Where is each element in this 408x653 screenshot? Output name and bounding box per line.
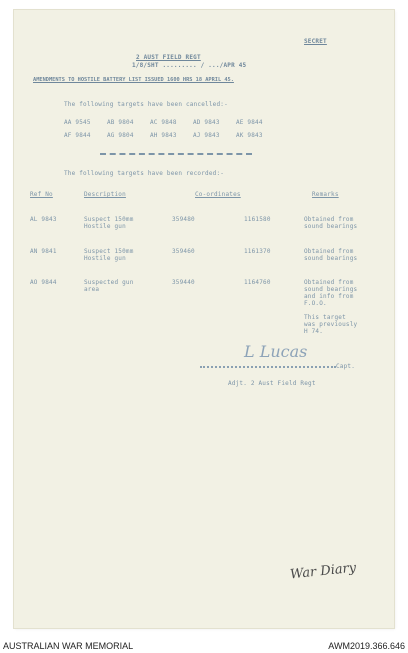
classification-stamp: SECRET bbox=[304, 38, 327, 45]
target-ref: AL 9843 bbox=[30, 216, 57, 223]
target-description: Hostile gun bbox=[84, 255, 126, 262]
header-description: Description bbox=[84, 191, 126, 198]
target-remarks: and info from bbox=[304, 293, 354, 300]
target-remarks: sound bearings bbox=[304, 286, 358, 293]
cancelled-target: AF 9844 bbox=[64, 132, 91, 139]
signatory-title: Adjt. 2 Aust Field Regt bbox=[228, 380, 316, 387]
cancelled-target: AD 9843 bbox=[193, 119, 220, 126]
target-description: Suspect 150mm bbox=[84, 216, 134, 223]
target-description: Hostile gun bbox=[84, 223, 126, 230]
header-remarks: Remarks bbox=[312, 191, 339, 198]
target-remarks: was previously bbox=[304, 321, 358, 328]
signature-line bbox=[200, 366, 336, 368]
target-remarks: Obtained from bbox=[304, 216, 354, 223]
cancelled-target: AG 9804 bbox=[107, 132, 134, 139]
cancelled-target: AK 9843 bbox=[236, 132, 263, 139]
target-ref: AO 9844 bbox=[30, 279, 57, 286]
cancelled-target: AA 9545 bbox=[64, 119, 91, 126]
header-coordinates: Co-ordinates bbox=[195, 191, 241, 198]
signature: L Lucas bbox=[244, 342, 308, 361]
target-description: Suspected gun bbox=[84, 279, 134, 286]
cancelled-intro: The following targets have been cancelled:- bbox=[64, 101, 228, 108]
coordinate-easting: 359480 bbox=[172, 216, 195, 223]
cancelled-target: AB 9804 bbox=[107, 119, 134, 126]
target-remarks: H 74. bbox=[304, 328, 324, 335]
document-title: AMENDMENTS TO HOSTILE BATTERY LIST ISSUED 1600 HRS 18 APRIL 45. bbox=[33, 77, 234, 83]
target-remarks: F.O.O. bbox=[304, 300, 327, 307]
target-remarks: sound bearings bbox=[304, 255, 358, 262]
target-ref: AN 9841 bbox=[30, 248, 57, 255]
target-description: Suspect 150mm bbox=[84, 248, 134, 255]
header-ref: Ref No bbox=[30, 191, 53, 198]
target-remarks: This target bbox=[304, 314, 346, 321]
signature-rank: Capt. bbox=[336, 363, 356, 370]
cancelled-target: AJ 9843 bbox=[193, 132, 220, 139]
coordinate-northing: 1164760 bbox=[244, 279, 271, 286]
document-page bbox=[14, 10, 394, 628]
target-description: area bbox=[84, 286, 100, 293]
target-remarks: sound bearings bbox=[304, 223, 358, 230]
section-divider bbox=[100, 153, 252, 155]
coordinate-easting: 359460 bbox=[172, 248, 195, 255]
cancelled-target: AC 9848 bbox=[150, 119, 177, 126]
footer-accession-number: AWM2019.366.646 bbox=[328, 641, 405, 651]
archive-footer bbox=[0, 636, 408, 653]
footer-source: AUSTRALIAN WAR MEMORIAL bbox=[3, 641, 134, 651]
cancelled-target: AE 9844 bbox=[236, 119, 263, 126]
recorded-intro: The following targets have been recorded:- bbox=[64, 170, 225, 177]
coordinate-northing: 1161580 bbox=[244, 216, 271, 223]
handwritten-note: War Diary bbox=[289, 560, 357, 583]
target-remarks: Obtained from bbox=[304, 279, 354, 286]
reference-line: 1/8/SHT ......... / .../APR 45 bbox=[132, 62, 247, 69]
target-remarks: Obtained from bbox=[304, 248, 354, 255]
coordinate-easting: 359440 bbox=[172, 279, 195, 286]
coordinate-northing: 1161370 bbox=[244, 248, 271, 255]
cancelled-target: AH 9843 bbox=[150, 132, 177, 139]
unit-heading: 2 AUST FIELD REGT bbox=[136, 54, 201, 61]
